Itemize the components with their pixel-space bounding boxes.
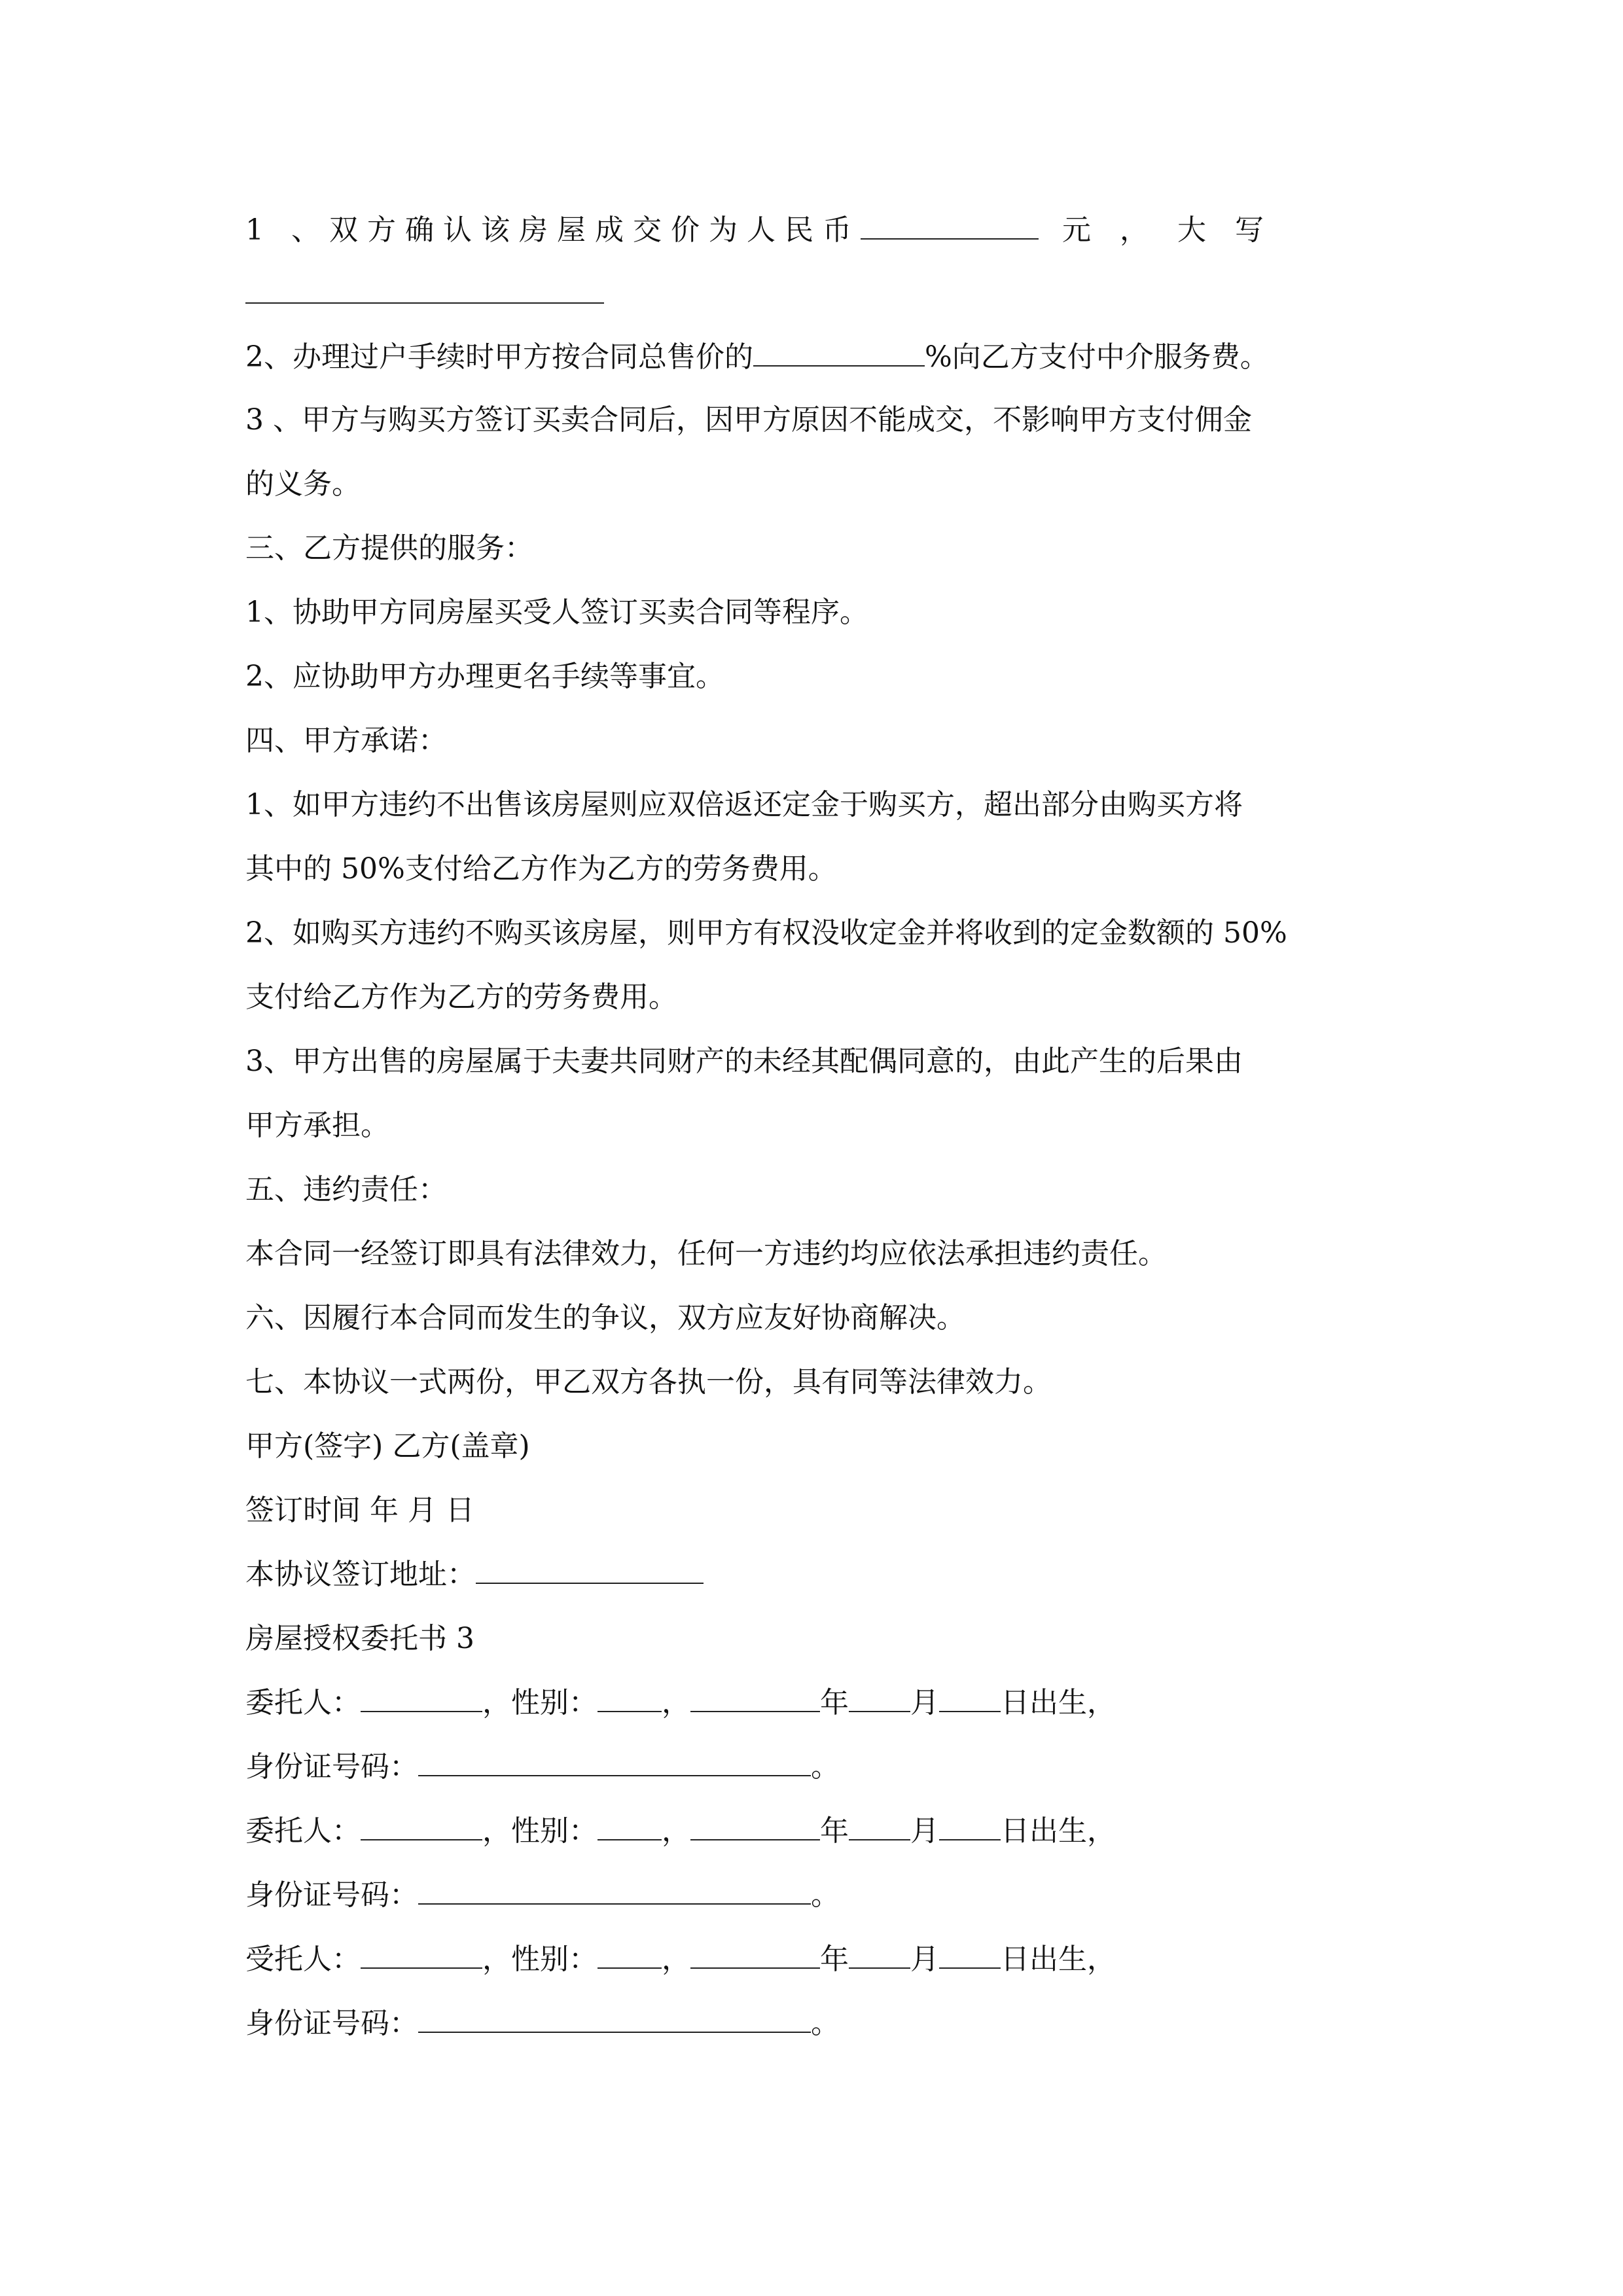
uppercase-blank-line — [245, 275, 604, 314]
section-heading: 四、甲方承诺： — [245, 724, 447, 757]
clause-line: 六、因履行本合同而发生的争议，双方应友好协商解决。 — [245, 1301, 965, 1335]
clause-line: 甲方承担。 — [245, 1109, 389, 1142]
principal-info-line: 委托人： ，性别： ， 年 月 日出生， — [245, 1812, 1116, 1851]
price-uppercase-label: 元，大写 — [1061, 213, 1293, 247]
month-blank — [849, 1812, 910, 1840]
clause-line: 2、如购买方违约不购买该房屋，则甲方有权没收定金并将收到的定金数额的 50% — [245, 916, 1287, 950]
section-heading: 三、乙方提供的服务： — [245, 531, 533, 565]
signing-address-label: 本协议签订地址： — [245, 1558, 476, 1591]
clause-line: 其中的 50%支付给乙方作为乙方的劳务费用。 — [245, 852, 837, 886]
month-blank — [849, 1683, 910, 1712]
year-blank — [690, 1683, 820, 1712]
signature-line: 甲方(签字) 乙方(盖章) — [245, 1429, 530, 1463]
name-blank — [361, 1812, 482, 1840]
price-text: 1 、双方确认该房屋成交价为人民币 — [245, 213, 861, 247]
month-blank — [849, 1940, 910, 1969]
document-title: 房屋授权委托书 3 — [245, 1622, 474, 1655]
fee-text-end: %向乙方支付中介服务费。 — [925, 340, 1269, 374]
id-number-line: 身份证号码： 。 — [245, 2004, 840, 2043]
clause-line: 3、甲方出售的房屋属于夫妻共同财产的未经其配偶同意的，由此产生的后果由 — [245, 1045, 1243, 1078]
gender-blank — [597, 1683, 662, 1712]
clause-line: 本合同一经签订即具有法律效力，任何一方违约均应依法承担违约责任。 — [245, 1237, 1167, 1270]
day-blank — [939, 1683, 1001, 1712]
id-number-blank — [418, 1876, 811, 1905]
year-blank — [690, 1812, 820, 1840]
clause-line: 1、如甲方违约不出售该房屋则应双倍返还定金于购买方，超出部分由购买方将 — [245, 788, 1243, 821]
price-line — [245, 211, 1293, 250]
id-number-blank — [418, 2004, 811, 2033]
uppercase-blank — [245, 275, 604, 304]
clause-line: 1、协助甲方同房屋买受人签订买卖合同等程序。 — [245, 596, 868, 629]
fee-text: 2、办理过户手续时甲方按合同总售价的 — [245, 340, 753, 374]
clause-line: 支付给乙方作为乙方的劳务费用。 — [245, 980, 677, 1014]
fee-line — [245, 338, 1269, 377]
year-blank — [690, 1940, 820, 1969]
clause-line: 七、本协议一式两份，甲乙双方各执一份，具有同等法律效力。 — [245, 1365, 1052, 1399]
agent-info-line: 受托人： ，性别： ， 年 月 日出生， — [245, 1940, 1116, 1979]
gender-blank — [597, 1940, 662, 1969]
name-blank — [361, 1683, 482, 1712]
id-number-blank — [418, 1748, 811, 1776]
signing-address-blank — [476, 1555, 704, 1584]
clause-line: 3 、甲方与购买方签订买卖合同后，因甲方原因不能成交，不影响甲方支付佣金 — [245, 403, 1252, 437]
gender-blank — [597, 1812, 662, 1840]
id-number-line: 身份证号码： 。 — [245, 1748, 840, 1787]
clause-line: 2、应协助甲方办理更名手续等事宜。 — [245, 660, 724, 693]
price-blank — [861, 211, 1039, 240]
clause-line: 的义务。 — [245, 467, 361, 501]
day-blank — [939, 1812, 1001, 1840]
fee-percent-blank — [753, 338, 925, 367]
name-blank — [361, 1940, 482, 1969]
section-heading: 五、违约责任： — [245, 1173, 447, 1206]
principal-info-line: 委托人： ，性别： ， 年 月 日出生， — [245, 1683, 1116, 1723]
signing-address-line — [245, 1555, 704, 1594]
day-blank — [939, 1940, 1001, 1969]
signing-date-line: 签订时间 年 月 日 — [245, 1494, 474, 1527]
id-number-line: 身份证号码： 。 — [245, 1876, 840, 1915]
